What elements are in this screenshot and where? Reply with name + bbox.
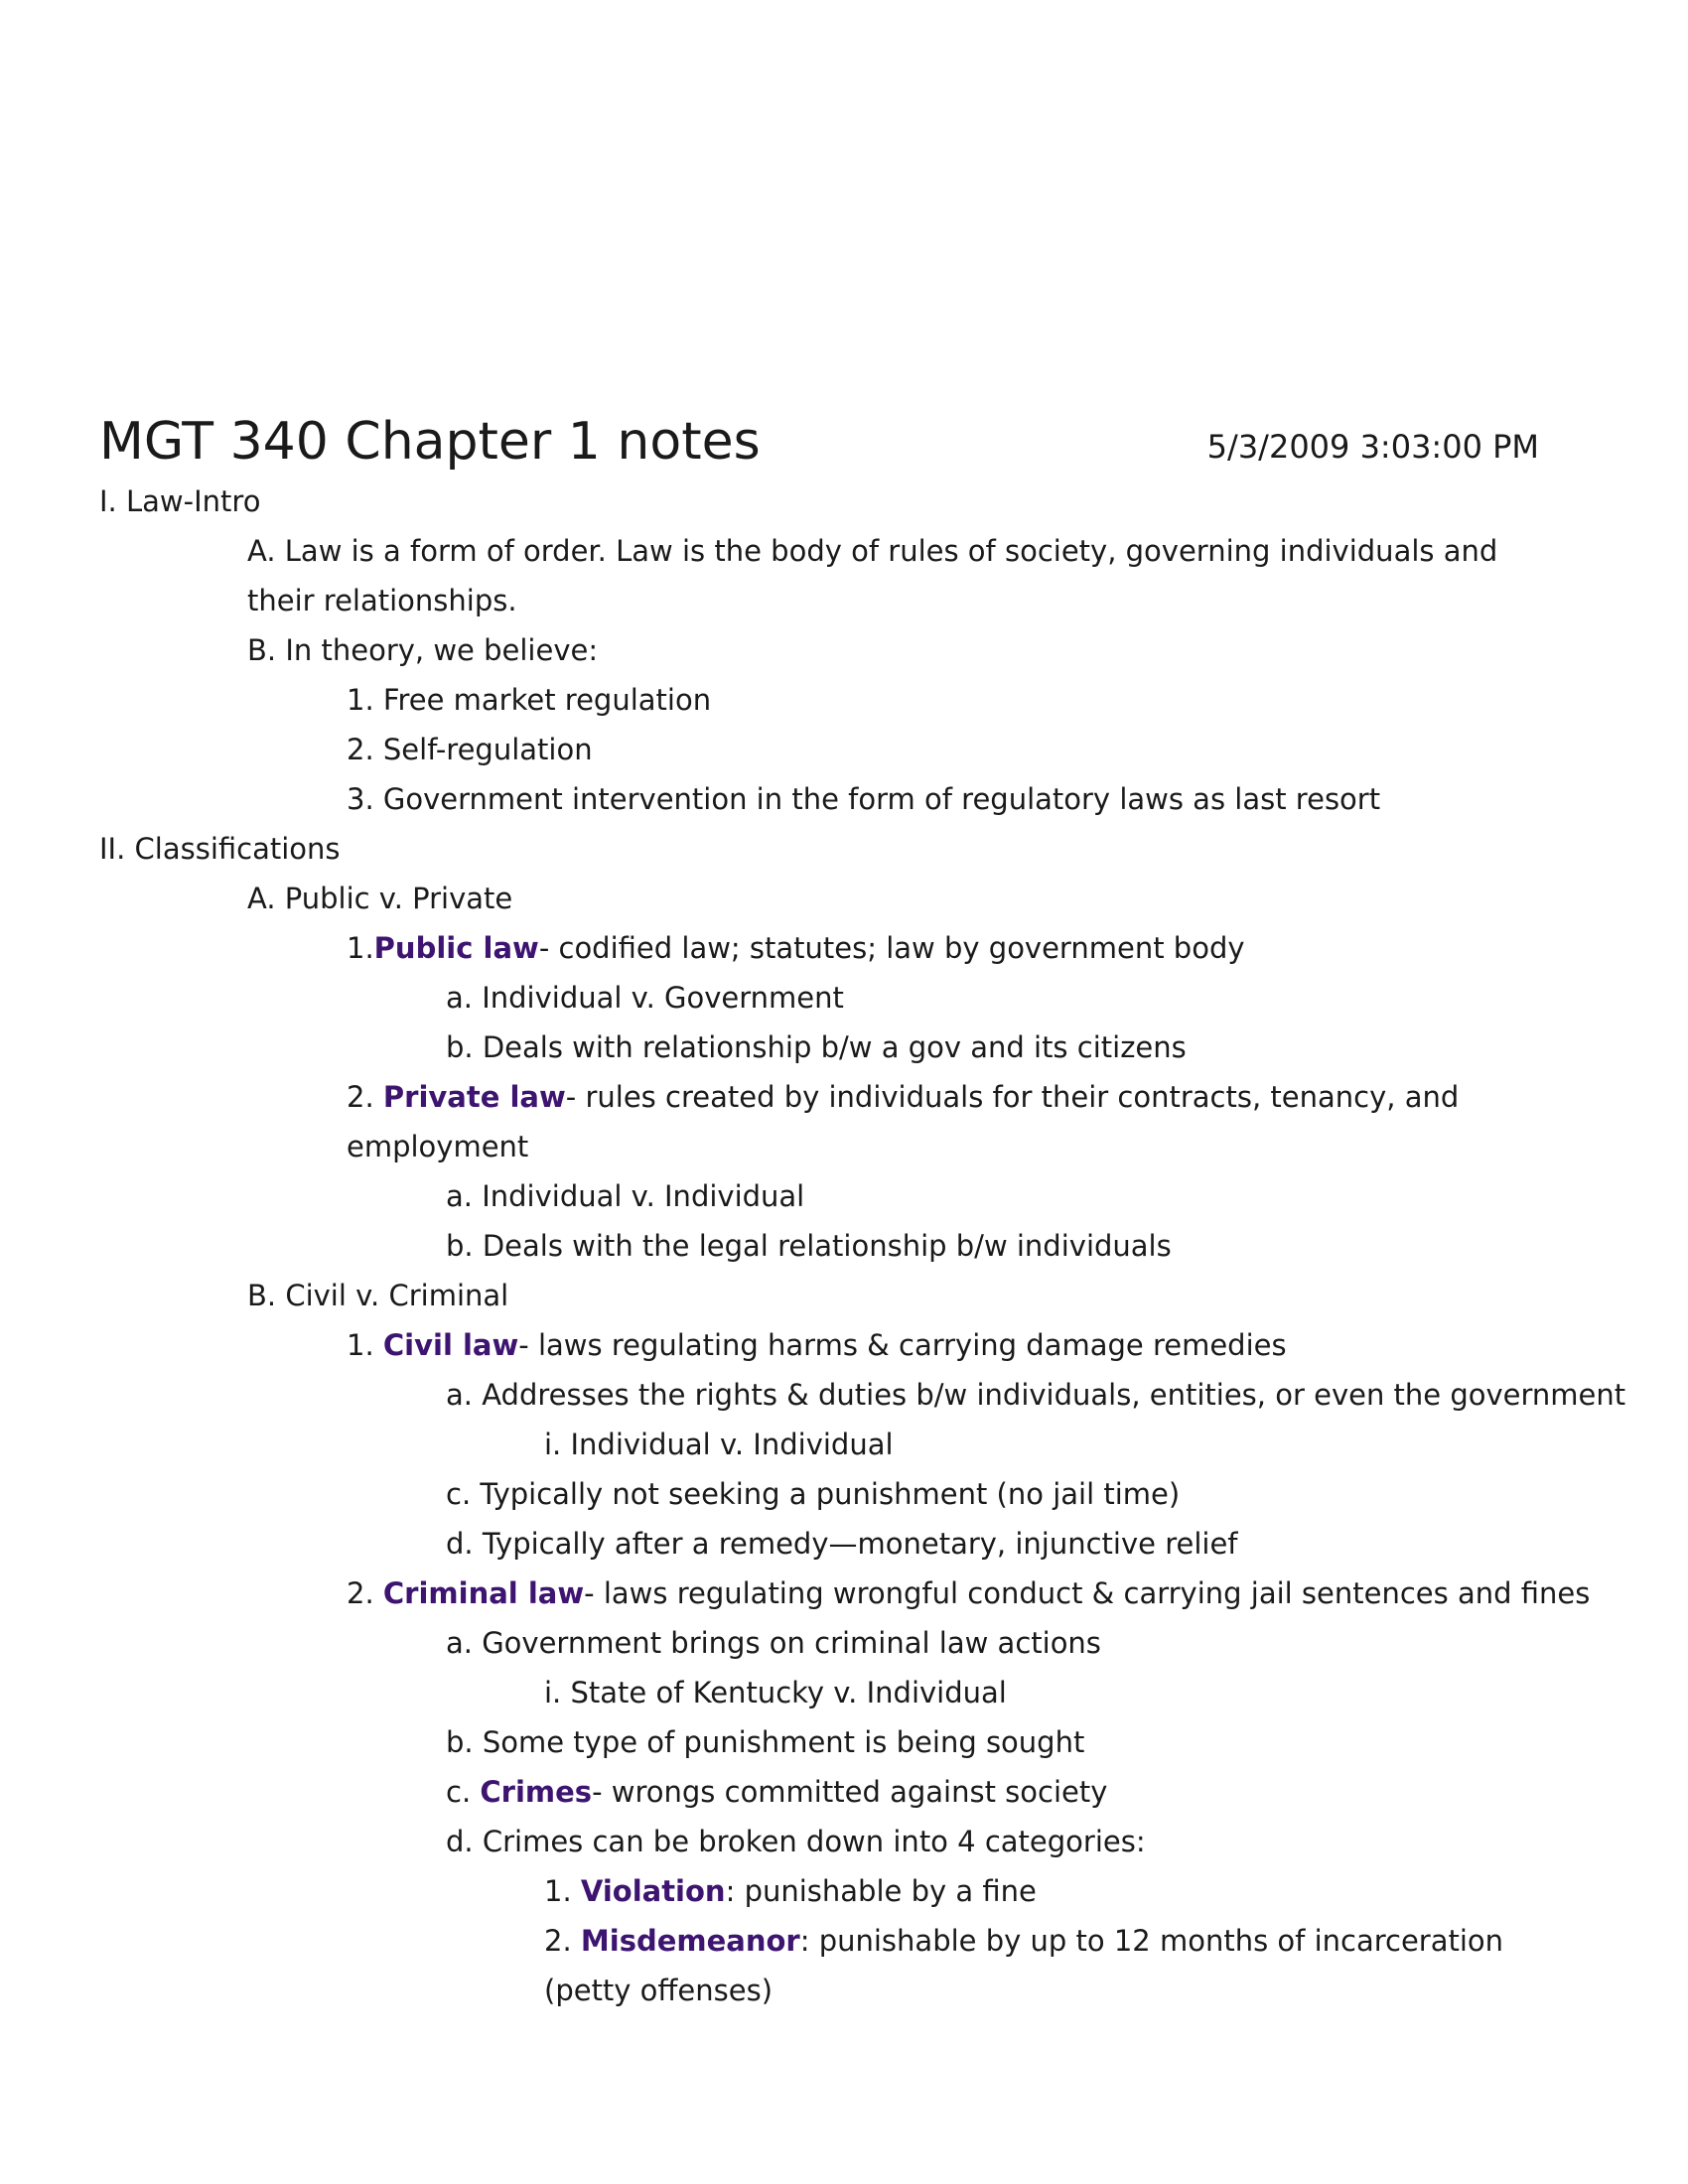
outline-item: d. Crimes can be broken down into 4 categories: [446, 1825, 1146, 1858]
item-prefix: c. [446, 1775, 481, 1809]
outline-item [0, 1866, 1688, 1916]
outline-item: c. Typically not seeking a punishment (no jail time) [446, 1477, 1181, 1511]
term-definition: - codified law; statutes; law by government body [538, 931, 1245, 965]
outline-item: A. Public v. Private [247, 882, 513, 915]
outline-item [0, 1767, 1688, 1817]
outline-item: 3. Government intervention in the form of regulatory laws as last resort [347, 782, 1381, 816]
outline-item [0, 1320, 1688, 1370]
item-prefix: 2. [347, 1080, 383, 1114]
term-definition: - rules created by individuals for their contracts, tenancy, and employment [347, 1080, 1460, 1163]
document-timestamp: 5/3/2009 3:03:00 PM [1206, 428, 1539, 466]
key-term: Misdemeanor [580, 1924, 800, 1958]
notes-outline [0, 477, 1688, 2015]
term-definition: - wrongs committed against society [592, 1775, 1108, 1809]
section-heading: II. Classifications [99, 832, 341, 866]
document-title: MGT 340 Chapter 1 notes [99, 412, 761, 472]
outline-item: i. Individual v. Individual [544, 1428, 894, 1461]
key-term: Criminal law [382, 1576, 585, 1610]
outline-item: i. State of Kentucky v. Individual [544, 1676, 1007, 1709]
key-term: Private law [382, 1080, 566, 1114]
outline-item [0, 1916, 1688, 2015]
outline-item: d. Typically after a remedy—monetary, injunctive relief [446, 1527, 1238, 1561]
outline-item: b. Deals with the legal relationship b/w individuals [446, 1229, 1172, 1263]
term-definition: - laws regulating harms & carrying damage remedies [518, 1328, 1287, 1362]
key-term: Civil law [382, 1328, 519, 1362]
outline-item: A. Law is a form of order. Law is the body of rules of society, governing individuals and their relationships. [247, 534, 1498, 617]
item-prefix: 2. [347, 1576, 383, 1610]
term-definition: : punishable by a fine [725, 1874, 1037, 1908]
section-heading: I. Law-Intro [99, 484, 261, 518]
item-prefix: 1. [544, 1874, 581, 1908]
key-term: Crimes [480, 1775, 593, 1809]
key-term: Violation [580, 1874, 726, 1908]
outline-item [0, 1569, 1688, 1618]
item-prefix: 2. [544, 1924, 581, 1958]
document-header [99, 407, 1539, 477]
outline-item: a. Addresses the rights & duties b/w individuals, entities, or even the government [446, 1378, 1626, 1412]
outline-item: b. Deals with relationship b/w a gov and its citizens [446, 1030, 1187, 1064]
outline-item: b. Some type of punishment is being sought [446, 1725, 1085, 1759]
key-term: Public law [373, 931, 539, 965]
outline-item: 2. Self-regulation [347, 733, 593, 766]
outline-item: a. Individual v. Government [446, 981, 844, 1015]
outline-item [0, 923, 1688, 973]
term-definition: : punishable by up to 12 months of incarceration (petty offenses) [544, 1924, 1504, 2007]
outline-item: B. Civil v. Criminal [247, 1279, 509, 1312]
outline-item: 1. Free market regulation [347, 683, 712, 717]
outline-item: a. Government brings on criminal law actions [446, 1626, 1101, 1660]
item-prefix: 1. [347, 1328, 383, 1362]
outline-item [0, 1072, 1688, 1171]
term-definition: - laws regulating wrongful conduct & carrying jail sentences and fines [584, 1576, 1591, 1610]
outline-item: a. Individual v. Individual [446, 1179, 805, 1213]
outline-item: B. In theory, we believe: [247, 633, 599, 667]
item-prefix: 1. [347, 931, 374, 965]
